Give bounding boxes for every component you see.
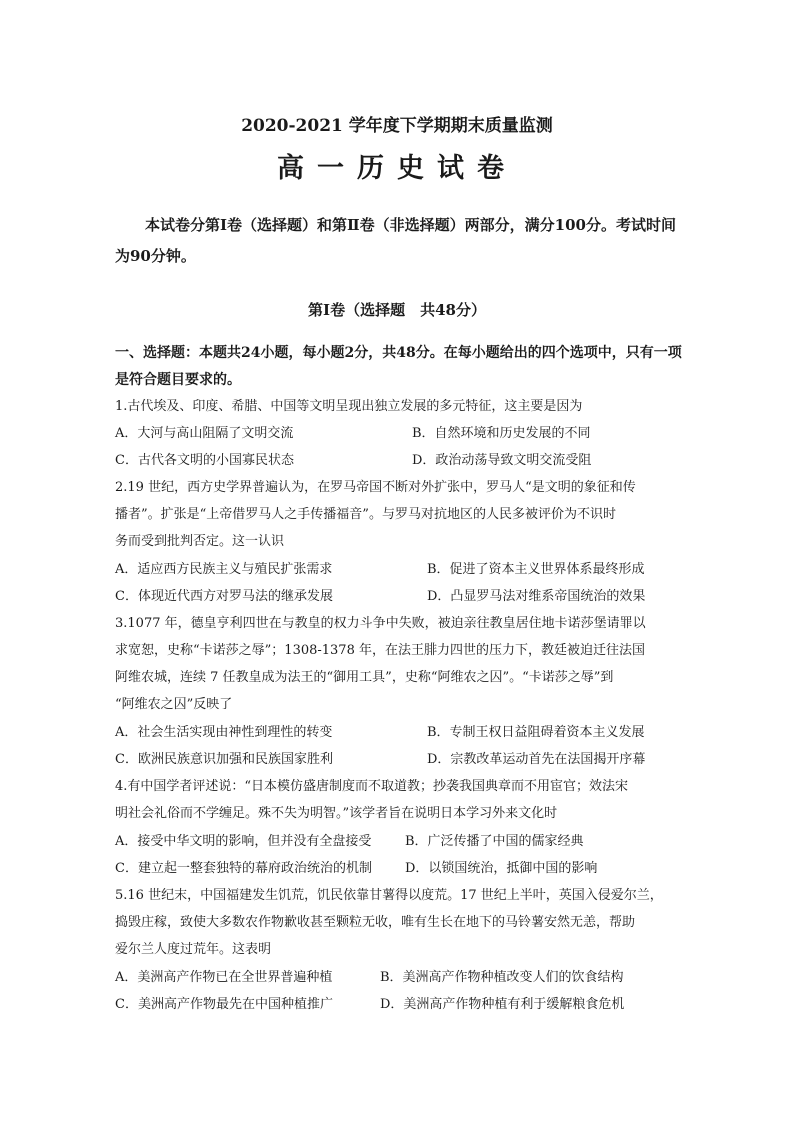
question-stem: 3.1077 年，德皇亨利四世在与教皇的权力斗争中失败，被迫亲往教皇居住地卡诺莎堡请罪以 [115,616,646,631]
question-stem: 求宽恕，史称“卡诺莎之辱”；1308-1378 年，在法王腓力四世的压力下，教廷被迫迁往法国 [115,643,645,658]
question-stem: 捣毁庄稼，致使大多数农作物歉收甚至颗粒无收，唯有生长在地下的马铃薯安然无恙，帮助 [115,915,636,930]
option-c: C．体现近代西方对罗马法的继承发展 [115,589,333,604]
question-stem: 爱尔兰人度过荒年。这表明 [115,942,272,957]
option-a: A．大河与高山阻隔了文明交流 [115,426,294,441]
option-d: D．政治动荡导致文明交流受阻 [412,453,592,468]
question-stem: 阿维农城，连续 7 任教皇成为法王的“御用工具”，史称“阿维农之囚”。“卡诺莎之辱”到 [115,670,614,685]
option-a: A．美洲高产作物已在全世界普遍种植 [115,970,333,985]
question-stem: “阿维农之囚”反映了 [115,697,233,712]
option-b: B．广泛传播了中国的儒家经典 [405,834,584,849]
question-stem: 务而受到批判否定。这一认识 [115,534,285,549]
exam-instructions: 本试卷分第Ⅰ卷（选择题）和第Ⅱ卷（非选择题）两部分，满分100分。考试时间为90分钟。 [115,216,676,265]
section-header: 一、选择题：本题共24小题，每小题2分，共48分。在每小题给出的四个选项中，只有一项是符合题目要求的。 [115,345,682,388]
option-b: B．专制王权日益阻碍着资本主义发展 [427,725,645,740]
option-c: C．建立起一整套独特的幕府政治统治的机制 [115,861,372,876]
option-d: D．美洲高产作物种植有利于缓解粮食危机 [380,997,625,1012]
question-stem: 明社会礼俗而不学缠足。殊不失为明智。”该学者旨在说明日本学习外来文化时 [115,806,558,821]
question-stem: 2.19 世纪，西方史学界普遍认为，在罗马帝国不断对外扩张中，罗马人“是文明的象征和传 [115,480,636,495]
option-b: B．自然环境和历史发展的不同 [412,426,591,441]
option-b: B．促进了资本主义世界体系最终形成 [427,562,645,577]
question-stem: 4.有中国学者评述说：“日本模仿盛唐制度而不取道教；抄袭我国典章而不用宦官；效法宋 [115,779,629,794]
option-b: B．美洲高产作物种植改变人们的饮食结构 [380,970,624,985]
option-d: D．凸显罗马法对维系帝国统治的效果 [427,589,646,604]
question-stem: 播者”。扩张是“上帝借罗马人之手传播福音”。与罗马对抗地区的人民多被评价为不识时 [115,507,616,522]
option-c: C．美洲高产作物最先在中国种植推广 [115,997,333,1012]
part-1-title: 第Ⅰ卷（选择题 共48分） [308,301,486,319]
subject-title: 高一历史试卷 [277,153,517,184]
question-stem: 1.古代埃及、印度、希腊、中国等文明呈现出独立发展的多元特征，这主要是因为 [115,399,583,414]
option-c: C．欧洲民族意识加强和民族国家胜利 [115,752,333,767]
option-d: D．以锁国统治，抵御中国的影响 [405,861,598,876]
question-stem: 5.16 世纪末，中国福建发生饥荒，饥民依靠甘薯得以度荒。17 世纪上半叶，英国入侵爱尔兰， [115,888,663,903]
option-a: A．社会生活实现由神性到理性的转变 [115,725,333,740]
option-c: C．古代各文明的小国寡民状态 [115,453,294,468]
option-a: A．接受中华文明的影响，但并没有全盘接受 [115,834,372,849]
option-d: D．宗教改革运动首先在法国揭开序幕 [427,752,646,767]
exam-title: 2020-2021 学年度下学期期末质量监测 [241,116,553,136]
option-a: A．适应西方民族主义与殖民扩张需求 [115,562,333,577]
